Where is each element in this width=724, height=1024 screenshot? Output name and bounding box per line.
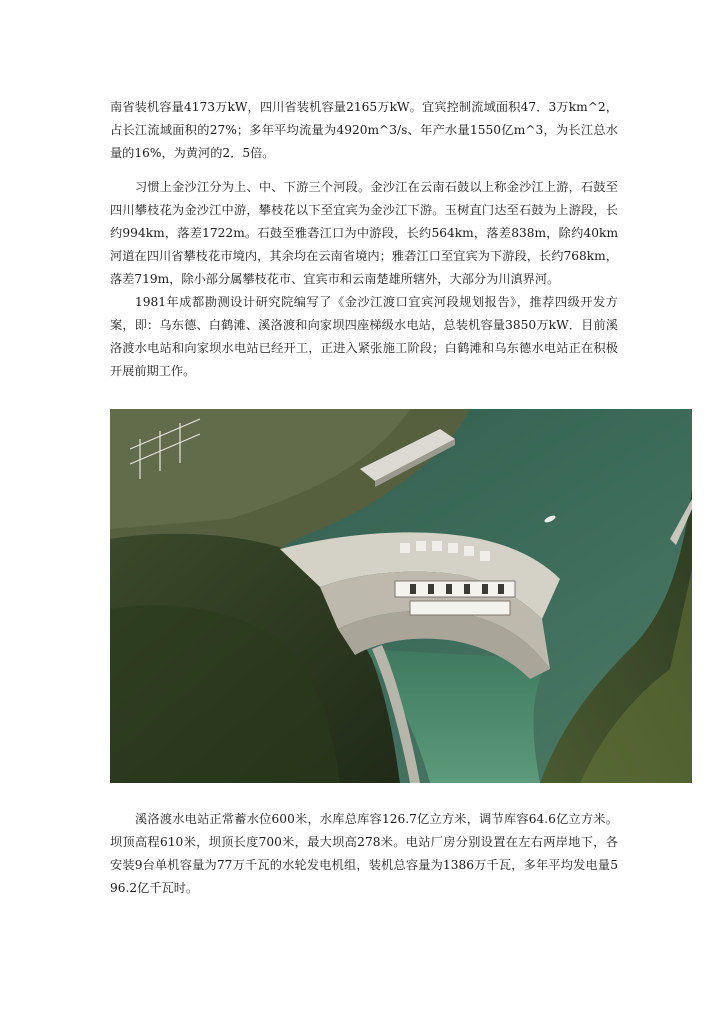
paragraph-capacity-basin: 南省装机容量4173万kW，四川省装机容量2165万kW。宜宾控制流域面积47．3万km^2，占长江流域面积的27%；多年平均流量为4920m^3/s、年产水量1550亿m^3，为长江总水量的16%，为黄河的2．5倍。 [110,100,618,160]
dam-illustration [110,409,692,783]
dam-rendering-photo [110,409,692,783]
paragraph-xiluodu-specs: 溪洛渡水电站正常蓄水位600米，水库总库容126.7亿立方米，调节库容64.6亿立方米。坝顶高程610米，坝顶长度700米，最大坝高278米。电站厂房分别设置在左右两岸地下，各安装9台单机容量为77万千瓦的水轮发电机组，装机总容量为1386万千瓦，多年平均发电量596.2亿千瓦时。 [110,812,618,895]
paragraph-river-sections: 习惯上金沙江分为上、中、下游三个河段。金沙江在云南石鼓以上称金沙江上游，石鼓至四川攀枝花为金沙江中游，攀枝花以下至宜宾为金沙江下游。玉树直门达至石鼓为上游段，长约994km，落差1722m。石鼓至雅砻江口为中游段，长约564km，落差838m，除约40km河道在四川省攀枝花市境内，其余均在云南省境内；雅砻江口至宜宾为下游段，长约768km，落差719m，除小部分属攀枝花市、宜宾市和云南楚雄所辖外，大部分为川滇界河。 [110,180,618,286]
paragraph-development-plan: 1981年成都勘测设计研究院编写了《金沙江渡口宜宾河段规划报告》，推荐四级开发方案，即：乌东德、白鹤滩、溪洛渡和向家坝四座梯级水电站，总装机容量3850万kW．目前溪洛渡水电站和向家坝水电站已经开工，正进入紧张施工阶段；白鹤滩和乌东德水电站正在积极开展前期工作。 [110,295,618,378]
